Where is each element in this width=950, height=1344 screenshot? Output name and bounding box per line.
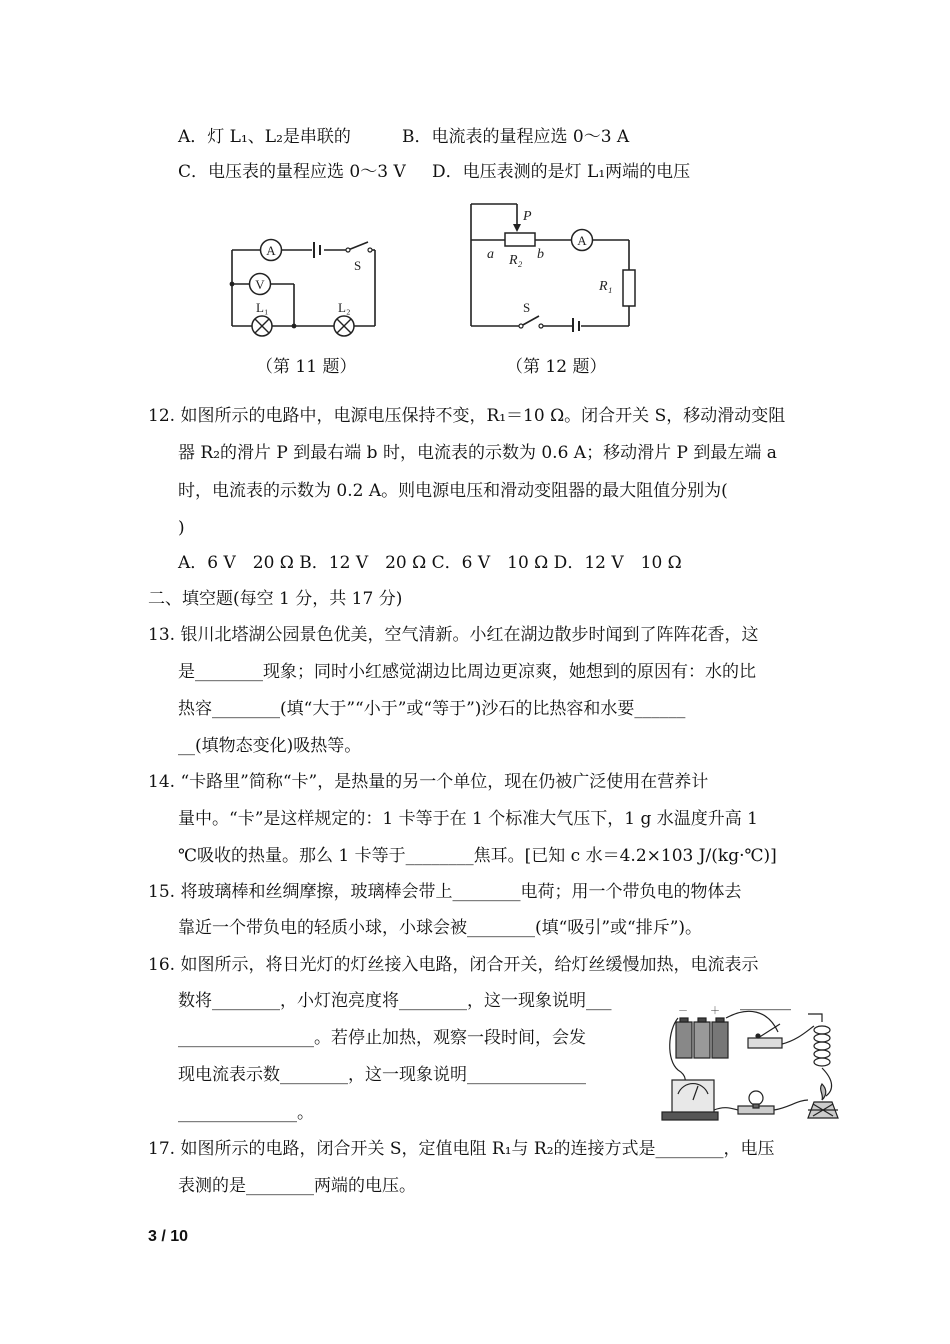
q13-line-3: 热容________(填“大于”“小于”或“等于”)沙石的比热容和水要______ (178, 699, 686, 719)
fig12-end-a-label: a (487, 247, 494, 262)
q16-line-1: 16. 如图所示，将日光灯的灯丝接入电路，闭合开关，给灯丝缓慢加热，电流表示 (148, 955, 759, 975)
q15-line-2: 靠近一个带负电的轻质小球，小球会被________(填“吸引”或“排斥”)。 (178, 918, 703, 938)
section-2-heading: 二、填空题(每空 1 分，共 17 分) (148, 589, 403, 609)
fig12-rheostat-label: R₂ (509, 253, 523, 268)
fig12-switch-label: S (523, 300, 531, 315)
q16-line-5: ______________。 (178, 1103, 314, 1123)
q11-option-a: A．灯 L₁、L₂是串联的 (178, 127, 351, 147)
fig12-slider-label: P (523, 209, 532, 224)
q13-line-4: __(填物态变化)吸热等。 (178, 736, 362, 756)
fig16-plus-label: ＋ (710, 1006, 720, 1017)
fig12-ammeter-label: A (577, 233, 587, 248)
alcohol-lamp (808, 1084, 838, 1118)
fig11-lamp2-label: L₂ (338, 300, 351, 315)
q12-options: A．6 V 20 Ω B．12 V 20 Ω C．6 V 10 Ω D．12 V 10 Ω (178, 553, 682, 573)
q14-line-3: ℃吸收的热量。那么 1 卡等于________焦耳。[已知 c 水＝4.2×103 J/(kg·℃)] (178, 846, 777, 866)
knife-switch (748, 1024, 782, 1048)
q16-line-4: 现电流表示数________，这一现象说明______________ (178, 1065, 586, 1085)
q15-line-1: 15. 将玻璃棒和丝绸摩擦，玻璃棒会带上________电荷；用一个带负电的物体去 (148, 882, 742, 902)
fig12-caption: （第 12 题） (506, 357, 607, 377)
fig11-caption: （第 11 题） (256, 357, 357, 377)
figure-12-circuit (465, 200, 645, 332)
fig11-ammeter-label: A (266, 243, 276, 258)
q11-option-d: D．电压表测的是灯 L₁两端的电压 (432, 162, 691, 182)
q17-line-2: 表测的是________两端的电压。 (178, 1176, 416, 1196)
q11-option-c: C．电压表的量程应选 0～3 V (178, 162, 406, 182)
fig12-resistor-label: R₁ (599, 279, 613, 294)
fig16-minus-label: － (678, 1006, 688, 1017)
page-number: 3 / 10 (148, 1228, 189, 1245)
figure-11-circuit (220, 228, 390, 338)
fig11-voltmeter-label: V (255, 277, 265, 292)
ammeter-device (662, 1080, 718, 1120)
q16-line-2: 数将________，小灯泡亮度将________，这一现象说明___ (178, 991, 612, 1011)
figure-16-apparatus (658, 1000, 858, 1126)
q14-line-2: 量中。“卡”是这样规定的：1 卡等于在 1 个标准大气压下，1 g 水温度升高 1 (178, 809, 758, 829)
fig11-lamp1-label: L₁ (256, 300, 269, 315)
q16-line-2-tail: ______ (740, 991, 791, 1011)
q14-line-1: 14. “卡路里”简称“卡”，是热量的另一个单位，现在仍被广泛使用在营养计 (148, 772, 709, 792)
q12-line-3: 时，电流表的示数为 0.2 A。则电源电压和滑动变阻器的最大阻值分别为( (178, 481, 728, 501)
bulb-holder (738, 1091, 774, 1114)
filament-coil (814, 1026, 830, 1066)
battery-pack (676, 1018, 728, 1058)
q13-line-2: 是________现象；同时小红感觉湖边比周边更凉爽，她想到的原因有：水的比 (178, 662, 756, 682)
q12-line-2: 器 R₂的滑片 P 到最右端 b 时，电流表的示数为 0.6 A；移动滑片 P 到最左端 a (178, 443, 777, 463)
fig12-end-b-label: b (537, 247, 544, 262)
q17-line-1: 17. 如图所示的电路，闭合开关 S，定值电阻 R₁与 R₂的连接方式是________，电压 (148, 1139, 775, 1159)
q16-line-3: ________________。若停止加热，观察一段时间，会发 (178, 1028, 586, 1048)
q13-line-1: 13. 银川北塔湖公园景色优美，空气清新。小红在湖边散步时闻到了阵阵花香，这 (148, 625, 759, 645)
q11-option-b: B．电流表的量程应选 0～3 A (402, 127, 630, 147)
q12-line-4: ) (178, 518, 185, 538)
q12-line-1: 12. 如图所示的电路中，电源电压保持不变，R₁＝10 Ω。闭合开关 S，移动滑动变阻 (148, 406, 786, 426)
fig11-switch-label: S (354, 258, 362, 273)
